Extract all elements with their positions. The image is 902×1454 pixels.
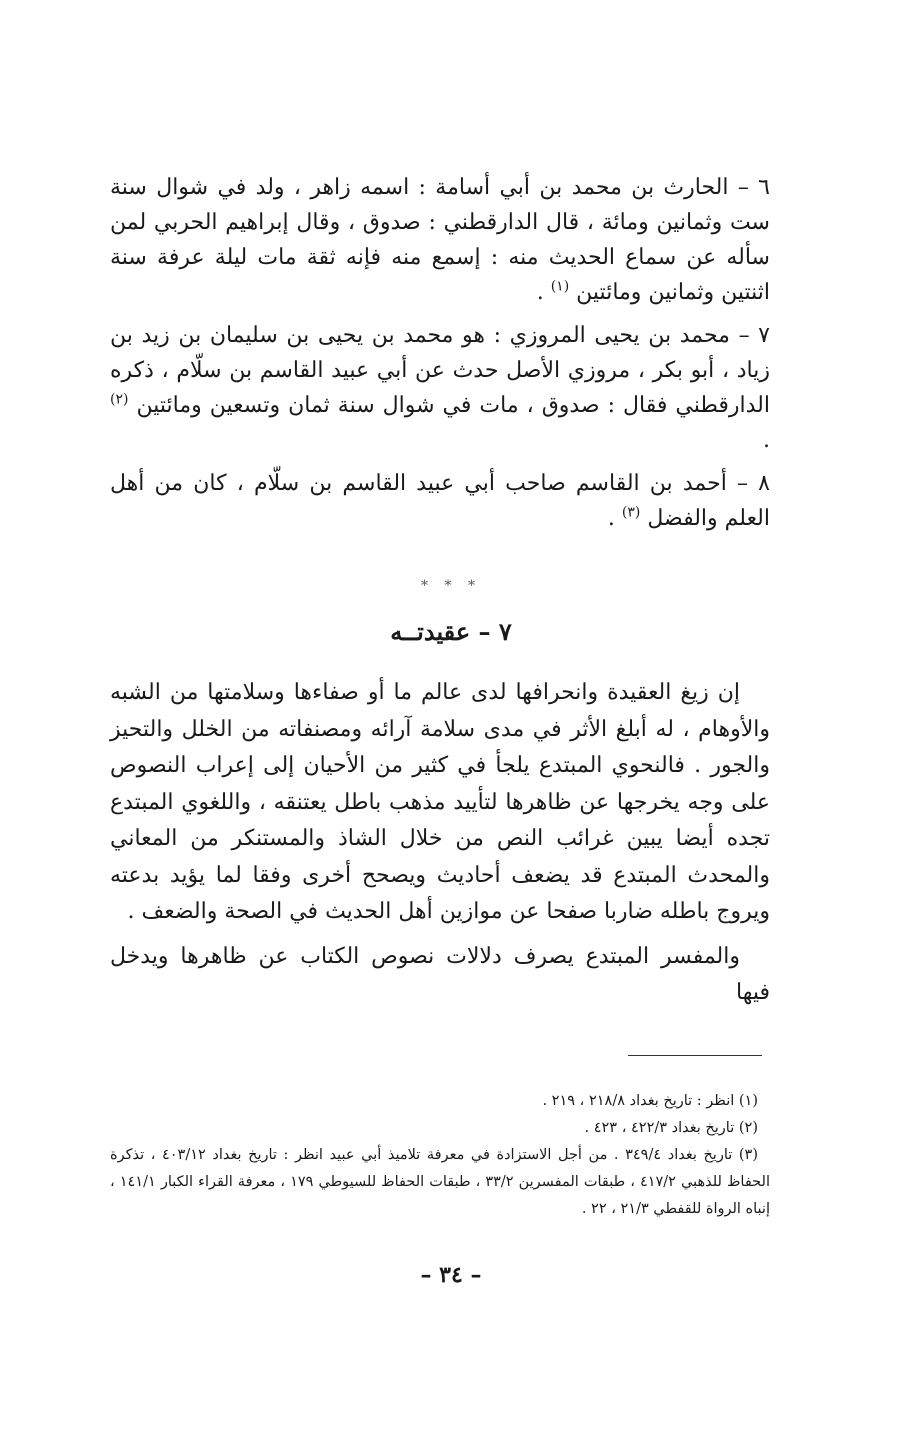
section-heading: ٧ – عقيدتــه	[390, 617, 512, 646]
body-paragraph: إن زيغ العقيدة وانحرافها لدى عالم ما أو صفاءها وسلامتها من الشبه والأوهام ، له أبلغ الأثر في مدى سلامة آرائه ومصنفاته من الخلل والتحيز والجور . فالنحوي المبتدع يلجأ في كثير من الأحيان إلى إعراب النصوص على وجه يخرجها عن ظاهرها لتأييد مذهب باطل يعتنقه ، واللغوي المبتدع تجده أيضا يبين غرائب النص من خلال الشاذ والمستنكر من المعاني والمحدث المبتدع قد يضعف أحاديث ويصحح أخرى وفقا لما يؤيد بدعته ويروج باطله ضاربا صفحا عن موازين أهل الحديث في الصحة والضعف .	[110, 680, 770, 924]
body-paragraph: والمفسر المبتدع يصرف دلالات نصوص الكتاب عن ظاهرها ويدخل فيها	[110, 943, 770, 1005]
biography-entry	[110, 318, 770, 458]
biography-entry	[110, 466, 770, 536]
footnote: (٢) تاريخ بغداد ٤٢٢/٣ ، ٤٢٣ .	[584, 1120, 758, 1136]
biography-end: .	[607, 506, 622, 531]
footnote-marker: (٢)	[110, 391, 129, 408]
body-text	[110, 675, 770, 1012]
footnote: (١) انظر : تاريخ بغداد ٢١٨/٨ ، ٢١٩ .	[542, 1093, 758, 1109]
biography-text: ٨ – أحمد بن القاسم صاحب أبي عبيد القاسم بن سلّام ، كان من أهل العلم والفضل	[110, 471, 770, 531]
biography-end: .	[763, 428, 770, 453]
page-number: – ٣٤ –	[420, 1262, 482, 1288]
biography-text: ٦ – الحارث بن محمد بن أبي أسامة : اسمه زاهر ، ولد في شوال سنة ست وثمانين ومائة ، قال الدارقطني : صدوق ، وقال إبراهيم الحربي لمن سأله عن سماع الحديث منه : إسمع منه فإنه ثقة مات ليلة عرفة سنة اثنتين وثمانين ومائتين	[110, 175, 770, 305]
footnote-marker: (٣)	[621, 504, 641, 521]
footnote-divider	[628, 1055, 762, 1056]
biography-list	[110, 170, 770, 536]
biography-entry	[110, 170, 770, 310]
footnotes	[110, 1088, 770, 1223]
biography-end: .	[536, 280, 551, 305]
footnote: (٣) تاريخ بغداد ٣٤٩/٤ . من أجل الاستزادة في معرفة تلاميذ أبي عبيد انظر : تاريخ بغداد ٤٠٣/١٢ ، تذكرة الحفاظ للذهبي ٤١٧/٢ ، طبقات المفسرين ٣٣/٢ ، طبقات الحفاظ للسيوطي ١٧٩ ، معرفة القراء الكبار ١٤١/١ ، إنباه الرواة للقفطي ٢١/٣ ، ٢٢ .	[110, 1147, 770, 1217]
section-separator: * * *	[421, 578, 481, 594]
biography-text: ٧ – محمد بن يحيى المروزي : هو محمد بن يحيى بن سليمان بن زيد بن زياد ، أبو بكر ، مروزي الأصل حدث عن أبي عبيد القاسم بن سلّام ، ذكره الدارقطني فقال : صدوق ، مات في شوال سنة ثمان وتسعين ومائتين	[110, 323, 770, 418]
footnote-marker: (١)	[550, 278, 570, 295]
